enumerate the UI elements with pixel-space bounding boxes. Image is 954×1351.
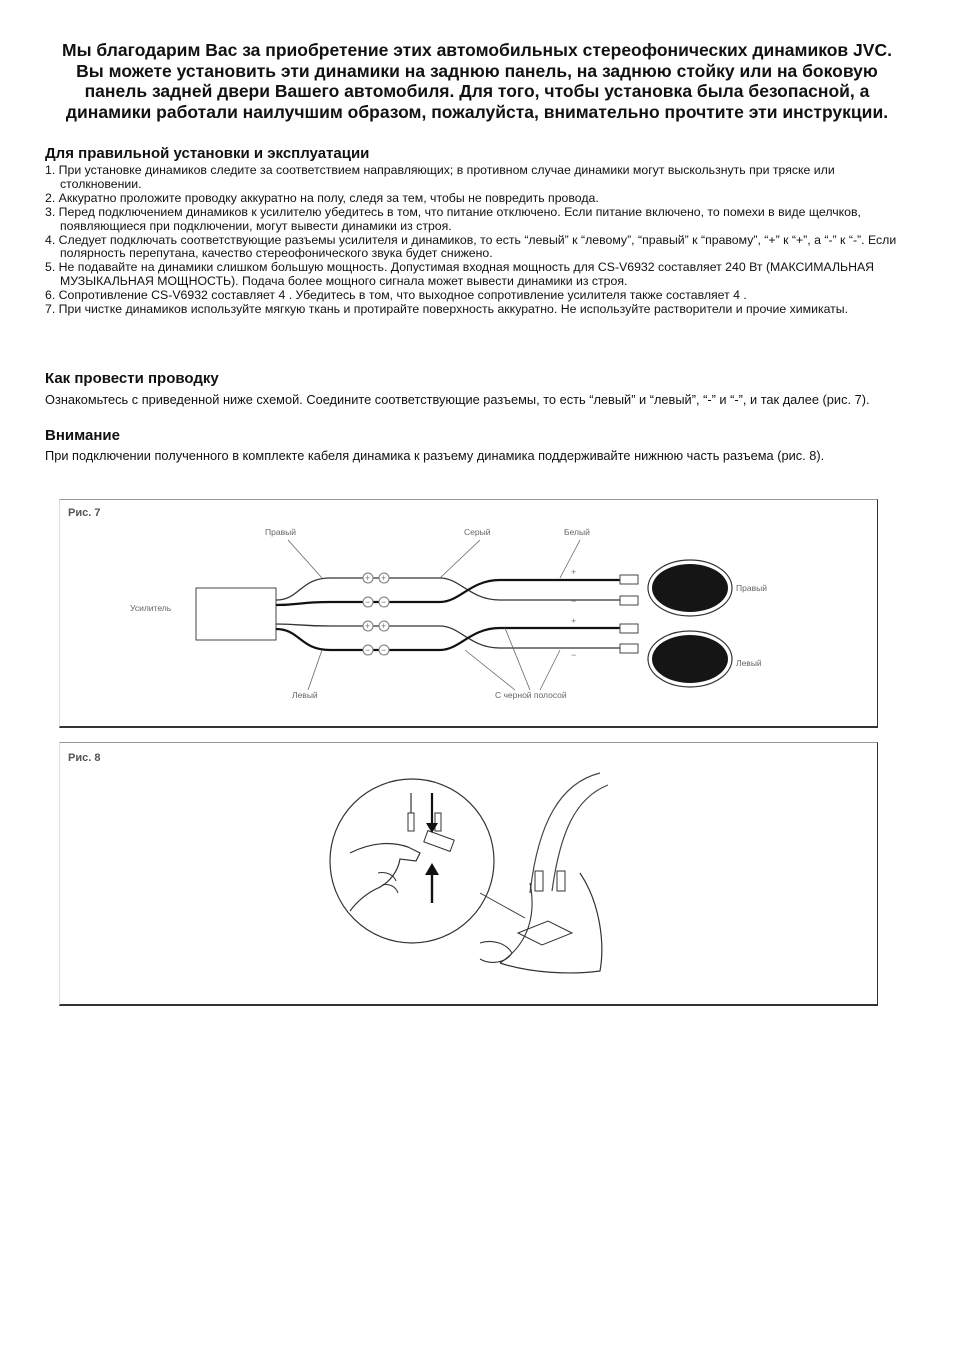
figure-7-label: Рис. 7 <box>68 507 101 519</box>
plug-icon <box>557 871 565 891</box>
wire-label-white: Белый <box>564 527 590 537</box>
wire-label-left: Левый <box>292 690 318 700</box>
minus-sign: − <box>365 645 371 655</box>
amplifier-box <box>196 588 276 640</box>
right-pos-wire <box>276 578 620 600</box>
figure-8-connector-diagram <box>59 742 878 1006</box>
plug-icon <box>435 813 441 831</box>
wire-label-stripe: С черной полосой <box>495 690 567 700</box>
list-item: 3. Перед подключением динамиков к усилителю убедитесь в том, что питание отключено. Если питание включено, то помехи в виде щелчков, появляющиеся при подключении, могут вывести динамики из строя. <box>45 204 861 233</box>
hand-icon <box>480 941 512 962</box>
section-heading-wiring: Как провести проводку <box>45 370 219 387</box>
speaker-left-label: Левый <box>736 658 762 668</box>
list-item: 7. При чистке динамиков используйте мягкую ткань и протирайте поверхность аккуратно. Не используйте растворители и прочие химикаты. <box>45 302 849 317</box>
plus-sign: + <box>381 573 387 583</box>
left-neg-wire <box>276 628 620 650</box>
caution-paragraph: При подключении полученного в комплекте кабеля динамика к разъему динамика поддерживайте нижнюю часть разъема (рис. 8). <box>45 448 825 463</box>
list-item: 5. Не подавайте на динамики слишком большую мощность. Допустимая входная мощность для CS-V6932 составляет 240 Вт (МАКСИМАЛЬНАЯ МУЗЫКАЛЬНАЯ МОЩНОСТЬ). Подача более мощного сигнала может вывести динамики из строя. <box>45 260 875 289</box>
plus-sign: + <box>381 621 387 631</box>
speaker-left-icon <box>652 635 728 683</box>
section-heading-installation: Для правильной установки и эксплуатации <box>45 145 370 162</box>
page-title: Мы благодарим Вас за приобретение этих автомобильных стереофонических динамиков JVC. Вы можете установить эти динамики на заднюю панель, на заднюю стойку или на боковую панель задней двери Вашего автомобиля. Для того, чтобы установка была безопасной, а динамики работали наилучшим образом, пожалуйста, внимательно прочтите эти инструкции. <box>62 40 892 122</box>
installation-list <box>45 164 915 317</box>
plug <box>620 644 638 653</box>
figure-7-wiring-diagram <box>59 499 878 728</box>
plug <box>620 575 638 584</box>
minus-sign: − <box>571 650 577 660</box>
list-item: 6. Сопротивление CS-V6932 составляет 4 . Убедитесь в том, что выходное сопротивление усилителя также составляет 4 . <box>45 288 747 303</box>
plus-sign: + <box>365 573 371 583</box>
plug <box>620 596 638 605</box>
list-item: 2. Аккуратно проложите проводку аккуратно на полу, следя за тем, чтобы не повредить провода. <box>45 190 599 205</box>
minus-sign: − <box>365 597 371 607</box>
minus-sign: − <box>381 597 387 607</box>
plug-icon <box>408 813 414 831</box>
right-neg-wire <box>276 580 620 605</box>
wiring-paragraph: Ознакомьтесь с приведенной ниже схемой. Соедините соответствующие разъемы, то есть “левый” и “левый”, “-” и “-”, и так далее (рис. 7). <box>45 392 870 407</box>
figure-8-svg <box>60 743 877 1004</box>
speaker-right-icon <box>652 564 728 612</box>
list-item: 4. Следует подключать соответствующие разъемы усилителя и динамиков, то есть “левый” к “левому”, “правый” к “правому”, “+” к “+”, а “-” к “-”. Если полярность перепутана, качество стереофонического звука будет снижено. <box>45 232 897 261</box>
plus-sign: + <box>365 621 371 631</box>
plug-icon <box>535 871 543 891</box>
list-item: 1. При установке динамиков следите за соответствием направляющих; в противном случае динамики могут выскользнуть при тряске или столкновении. <box>45 163 835 191</box>
speaker-right-label: Правый <box>736 583 767 593</box>
wire-label-right: Правый <box>265 527 296 537</box>
minus-sign: − <box>381 645 387 655</box>
plug <box>620 624 638 633</box>
minus-sign: − <box>571 596 577 606</box>
plus-sign: + <box>571 616 577 626</box>
section-heading-caution: Внимание <box>45 427 120 444</box>
wire-label-gray: Серый <box>464 527 491 537</box>
polarity-markers <box>363 573 389 655</box>
amplifier-label: Усилитель <box>130 603 172 613</box>
plus-sign: + <box>571 567 577 577</box>
figure-8-label: Рис. 8 <box>68 752 101 764</box>
figure-7-svg <box>60 500 877 726</box>
